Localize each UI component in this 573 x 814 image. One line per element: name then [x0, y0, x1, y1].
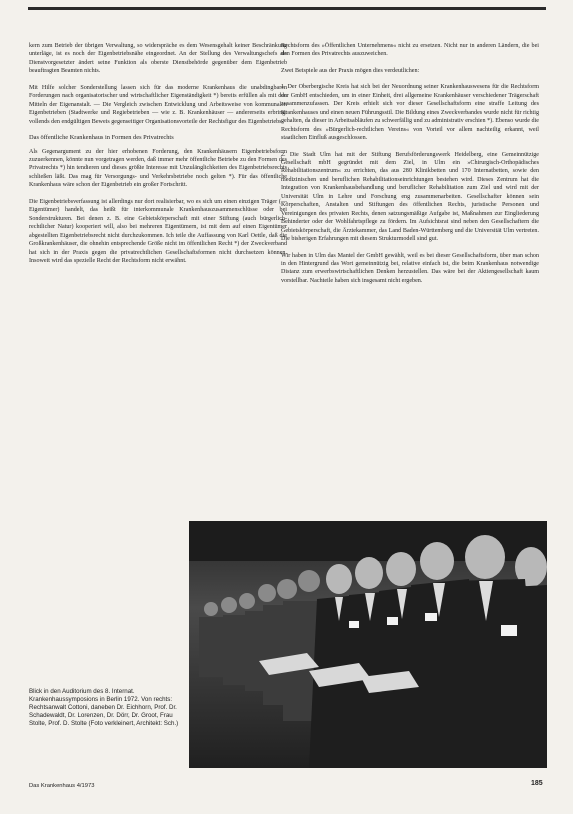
left-paragraph-4: Die Eigenbetriebsverfassung ist allerdings nur dort realisierbar, wo es sich um einen einzigen Träger (— Eigentümer) handelt, das heißt für interkommunale Krankenhauszusammenschlüsse oder bei Sonderstrukturen. Bei denen z. B. eine Gebietskörperschaft mit einer Stiftung (auch bürgerlich-rechtlicher Natur) kooperiert will, also bei mehreren Eigentümern, ist mit dem auf einen Eigentümer abgestellten Eigenbetriebsrecht nicht durchzukommen. Ich teile die Auffassung von Karl Oettle, daß die Großkrankenhäuser, die ohnehin entsprechende Größe nicht im öffentlichen Recht *) der Zweckverband hat sich in der Praxis gegen die privatrechtlichen Gesellschaftsformen nicht durchsetzen können. Insoweit wird das spezielle Recht der Rechtsform nicht erwähnt.: [29, 198, 287, 264]
right-paragraph-last: Wir haben in Ulm das Mantel der GmbH gewählt, weil es bei dieser Gesellschaftsform, über man schon in den Hintergrund das Wort gemeinnützig bei, relative einfach ist, die beim Krankenhaus notwendige Distanz zum erwerbswirtschaftlichen Denken herzustellen. Das wäre bei der Aktiengesellschaft kaum vorstellbar. Nachteile haben sich insgesamt nicht ergeben.: [281, 252, 539, 284]
auditorium-photo-image: [189, 521, 547, 768]
photo-caption: Blick in den Auditorium des 8. Internat. Krankenhaussymposions in Berlin 1972. Von rechts: Rechtsanwalt Cottoni, daneben Dr. Eichhorn, Prof. Dr. Schadewaldt, Dr. Lorenzen, Dr. Dörr, Dr. Groot, Frau Stolte, Prof. D. Stolte (Foto verkleinert, Architekt: Sch.): [29, 688, 179, 727]
left-paragraph-2: Mit Hilfe solcher Sonderstellung lassen sich für das moderne Krankenhaus die unabdingbaren Forderungen nach organisatorischer und wirtschaftlicher Eigenständigkeit *) bereits erfüllen als mit den Mitteln der Eigenanstalt. — Die Vergleich zwischen Entwicklung und Arbeitsweise von kommunalen Eigenbetrieben (Stadtwerke und Regiebetrieben — wie z. B. Krankenhäuser — andererseits erbringt vollends den endgültigen Beweis gegenseitiger Organisationsvorteile der Rechtsfigur des Eigenbetriebs.: [29, 84, 287, 125]
left-paragraph-3: Als Gegenargument zu der hier erhobenen Forderung, den Krankenhäusern Eigenbetriebsform zuzuerkennen, könnte nun vorgetragen werden, daß immer mehr öffentliche Betriebe zu den Formen des Privatrechts *) hin tendieren und dieses größte Interesse mit Unzulänglichkeiten des Eigenbetriebsrechts schließen läßt. Das mag für Versorgungs- und Verkehrsbetriebe noch gelten *). Für das öffentliche Krankenhaus wäre schon der Eigenbetrieb ein großer Fortschritt.: [29, 148, 287, 189]
example-2: 2. Die Stadt Ulm hat mit der Stiftung Berufsförderungswerk Heidelberg, eine Gemeinnützige Gesellschaft mbH gegründet mit dem Ziel, in Ulm ein »Chirurgisch-Orthopädisches Rehabilitationszentrum« zu errichten, das aus 280 Klinikbetten und 170 Internatbetten, sowie den medizinischen und beruflichen Rehabilitationseinrichtungen bestehen wird. Dieses Zentrum hat die Integration von Krankenhausbehandlung und beruflicher Rehabilitation zum Ziel und wird mit der Universität Ulm in Lehre und Forschung eng zusammenarbeiten. Gesellschafter können sein Körperschaften, Anstalten und Stiftungen des öffentlichen Rechts, juristische Personen und Vereinigungen des privaten Rechts, denen satzungsmäßige Aufgabe ist, Maßnahmen zur Eingliederung Behinderter oder der Wohlfahrtspflege zu fördern. Im Aufsichtsrat sind neben den Gesellschaftern die Gebietskörperschaft, die Ärztekammer, das Land Baden-Württemberg und die Universität Ulm vertreten. Die bisherigen Erfahrungen mit diesem Strukturmodell sind gut.: [281, 151, 539, 243]
example-1: 1. Der Oberbergische Kreis hat sich bei der Neuordnung seiner Krankenhauswesens für die Rechtsform der GmbH entschieden, um in einer Einheit, drei allgemeine Krankenhäuser verschiedener Trägerschaft zusammenzufassen. Der Kreis erhielt sich vor dieser Gesellschaftsform eine straffe Leitung des Krankenhauses und einen neuen Führungsstil. Die Bildung eines Zweckverbandes wurde nicht für richtig gehalten, da dieser in Arbeitsabläufen zu schwerfällig und zu administrativ erschien *). Ebenso wurde die Rechtsform des »Bürgerlich-rechtlichen Vereins« von Vorteil vor allem nachteilig erkannt, weil staatlichen Einfluß ausgeschlossen.: [281, 84, 539, 142]
page-number: 185: [531, 780, 543, 787]
right-intro: Zwei Beispiele aus der Praxis mögen dies verdeutlichen:: [281, 67, 420, 74]
left-paragraph-1: kern zum Betrieb der übrigen Verwaltung, so widerspräche es dem Wesensgehalt keiner Beschränkung unterläge, ist es noch der Eigenbetriebsnähe eingeordnet. An der Stellung des Verwaltungschefs als Dienstvorgesetzter ändert seine Funktion als oberste Dienstbehörde gegenüber dem Eigenbetrieb beauftragten Beamten nichts.: [29, 43, 287, 75]
left-column: [29, 42, 287, 273]
right-paragraph-1: Rechtsform des »Öffentlichen Unternehmens« nicht zu ersetzen. Nicht nur in anderen Ländern, die bei den Formen des Privatrechts auszuweichen.: [281, 43, 539, 58]
right-column: [281, 42, 539, 293]
auditorium-photo: [189, 521, 547, 768]
journal-footer: Das Krankenhaus 4/1973: [29, 783, 95, 789]
section-heading: Das öffentliche Krankenhaus in Formen des Privatrechts: [29, 134, 174, 142]
top-rule: [28, 7, 546, 10]
